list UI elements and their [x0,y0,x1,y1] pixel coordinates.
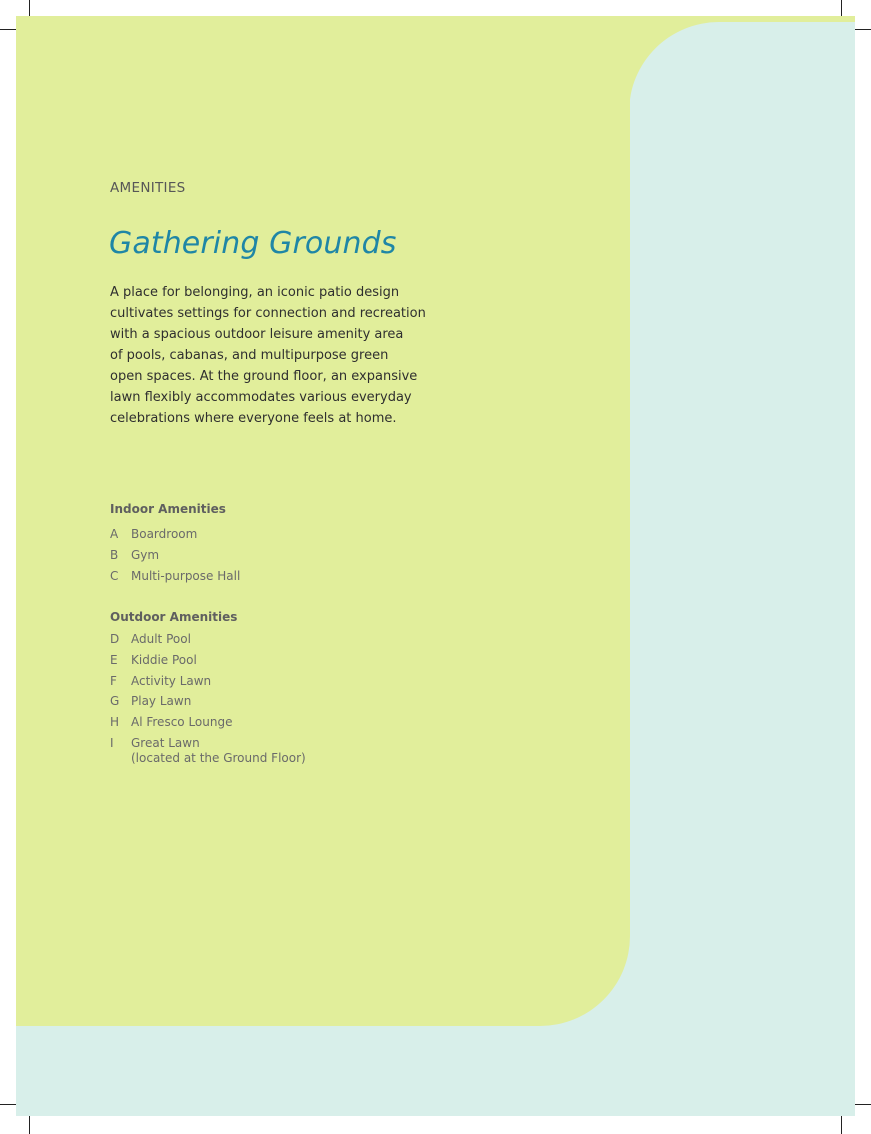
list-item [110,524,240,545]
outdoor-amenities-heading: Outdoor Amenities [110,610,238,624]
list-item [110,650,306,671]
list-item [110,545,240,566]
section-label: AMENITIES [110,180,186,196]
list-item [110,691,306,712]
amenity-name: Boardroom [131,527,198,541]
intro-line: of pools, cabanas, and multipurpose green [110,348,389,363]
intro-line: with a spacious outdoor leisure amenity area [110,327,404,342]
green-content-panel [16,16,630,1026]
amenity-letter: E [110,652,118,667]
amenity-name: Kiddie Pool [131,652,197,667]
amenity-letter: I [110,735,114,750]
amenity-name: Multi-purpose Hall [131,568,241,583]
amenity-location-note: (located at the Ground Floor) [131,750,306,765]
intro-line: cultivates settings for connection and recreation [110,306,426,321]
amenity-entry [131,733,306,765]
list-item [110,566,240,587]
amenity-name: Play Lawn [131,694,192,709]
amenity-name: Al Fresco Lounge [131,715,233,730]
intro-line: A place for belonging, an iconic patio design [110,285,400,300]
amenity-name: Gym [131,547,160,562]
indoor-amenities-heading: Indoor Amenities [110,502,226,516]
indoor-amenities-list [110,524,240,586]
amenity-letter: C [110,568,119,583]
intro-line: lawn flexibly accommodates various everyday [110,390,412,405]
amenity-letter: D [110,632,120,646]
list-item [110,671,306,692]
amenity-name: Great Lawn [131,735,200,750]
intro-paragraph [110,282,440,429]
outdoor-amenities-list [110,629,306,765]
list-item [110,712,306,733]
amenity-letter: H [110,715,120,730]
amenity-name: Adult Pool [131,632,191,646]
list-item [110,629,306,650]
amenity-letter: A [110,527,119,541]
amenity-letter: G [110,694,120,709]
amenity-letter: F [110,673,117,688]
list-item [110,733,306,765]
page-title: Gathering Grounds [109,226,397,261]
mint-rounded-band [629,22,855,142]
brochure-page [16,16,855,1116]
crop-mark-bottom-right-vertical [841,1114,842,1134]
amenity-letter: B [110,547,119,562]
amenity-name: Activity Lawn [131,673,212,688]
crop-mark-bottom-left-vertical [29,1114,30,1134]
intro-line: celebrations where everyone feels at home. [110,411,397,426]
intro-line: open spaces. At the ground floor, an expansive [110,369,418,384]
